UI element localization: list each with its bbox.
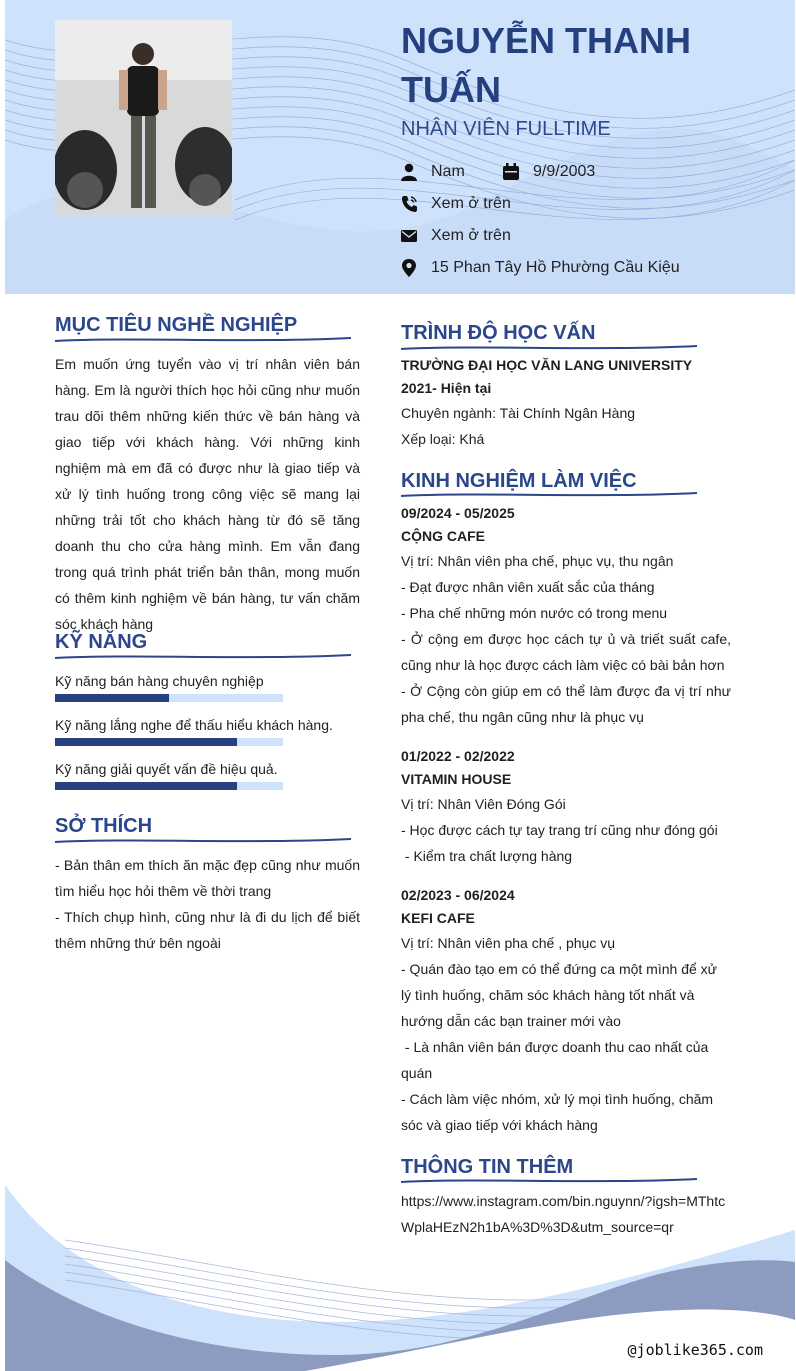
phone-value: Xem ở trên: [431, 195, 511, 212]
gender-row: [401, 161, 465, 183]
skill-bar: [55, 694, 283, 702]
birthday-value: 9/9/2003: [533, 163, 596, 180]
watermark: @joblike365.com: [627, 1341, 763, 1359]
experience-job: [401, 745, 731, 869]
skill-level-fill: [55, 738, 237, 746]
envelope-icon: [401, 227, 417, 245]
header: [5, 0, 795, 294]
education-grade: Xếp loại: Khá: [401, 431, 485, 447]
address-row: [401, 257, 680, 279]
job-title: NHÂN VIÊN FULLTIME: [401, 118, 611, 140]
skill-label: Kỹ năng giải quyết vấn đề hiệu quả.: [55, 761, 278, 777]
job-line: - Học được cách tự tay trang trí cũng như đóng gói: [401, 822, 718, 838]
job-line: - Đạt được nhân viên xuất sắc của tháng: [401, 579, 655, 595]
location-pin-icon: [401, 259, 417, 277]
job-line: - Là nhân viên bán được doanh thu cao nhất của quán: [401, 1039, 713, 1081]
extra-info-title: THÔNG TIN THÊM: [401, 1156, 574, 1178]
experience-job: [401, 884, 721, 1138]
job-line: - Kiểm tra chất lượng hàng: [401, 848, 573, 864]
profile-photo: [55, 20, 232, 216]
person-icon: [401, 163, 417, 181]
job-line: Vị trí: Nhân viên pha chế, phục vụ, thu ngân: [401, 553, 674, 569]
job-line: - Quán đào tạo em có thể đứng ca một mình để xử lý tình huống, chăm sóc khách hàng tốt nhất và hướng dẫn các bạn trainer mới vào: [401, 961, 718, 1029]
job-line: - Ở cộng em được học cách tự ủ và triết suất cafe, cũng như là học được cách làm việc có bài bản hơn: [401, 631, 731, 673]
job-line: - Ở Cộng còn giúp em có thể làm được đa vị trí như pha chế, thu ngân cũng như là phục vụ: [401, 683, 731, 725]
phone-row: [401, 193, 511, 215]
skill-bar: [55, 738, 283, 746]
skill-label: Kỹ năng lắng nghe để thấu hiểu khách hàng.: [55, 717, 333, 733]
education-underline: [401, 344, 697, 352]
education-title: TRÌNH ĐỘ HỌC VẤN: [401, 322, 596, 344]
calendar-icon: [503, 163, 519, 181]
objective-underline: [55, 336, 351, 344]
school-name: TRƯỜNG ĐẠI HỌC VĂN LANG UNIVERSITY: [401, 357, 693, 373]
hobbies-title: SỞ THÍCH: [55, 815, 153, 837]
job-company: VITAMIN HOUSE: [401, 771, 512, 787]
hobbies-list: [55, 852, 360, 956]
profile-photo-image: [55, 20, 232, 216]
candidate-name: NGUYỄN THANH TUẤN: [401, 20, 692, 110]
skill-bar: [55, 782, 283, 790]
objective-title: MỤC TIÊU NGHỀ NGHIỆP: [55, 314, 298, 336]
birthday-row: [503, 161, 595, 183]
objective-text: Em muốn ứng tuyển vào vị trí nhân viên bán hàng. Em là người thích học hỏi cũng như muốn trau dõi thêm những kiến thức về bán hàng và giao tiếp với khách hàng. Với những kinh nghiệm mà em đã có được như là giao tiếp và xử lý tình huống trong công việc sẽ mang lại những trải tốt cho khách hàng từ đó sẽ tăng doanh thu cho cửa hàng mình. Em vẫn đang trong quá trình phát triển bản thân, mong muốn có thêm kinh nghiệm về bán hàng, tư vấn chăm sóc khách hàng: [55, 356, 360, 632]
hobbies-underline: [55, 837, 351, 845]
skills-title: KỸ NĂNG: [55, 631, 148, 653]
cv-page: [5, 0, 795, 1371]
skills-underline: [55, 653, 351, 661]
job-company: KEFI CAFE: [401, 910, 475, 926]
hobby-item: - Bản thân em thích ăn mặc đẹp cũng như muốn tìm hiểu học hỏi thêm về thời trang: [55, 857, 360, 899]
phone-icon: [401, 195, 417, 213]
email-row: [401, 225, 511, 247]
extra-info-underline: [401, 1177, 697, 1185]
job-period: 02/2023 - 06/2024: [401, 887, 515, 903]
job-period: 01/2022 - 02/2022: [401, 748, 515, 764]
experience-title: KINH NGHIỆM LÀM VIỆC: [401, 470, 637, 492]
education-period: 2021- Hiện tại: [401, 380, 492, 396]
job-company: CỘNG CAFE: [401, 528, 485, 544]
experience-underline: [401, 491, 697, 499]
job-line: Vị trí: Nhân Viên Đóng Gói: [401, 796, 566, 812]
experience-job: [401, 502, 731, 730]
job-line: Vị trí: Nhân viên pha chế , phục vụ: [401, 935, 616, 951]
address-value: 15 Phan Tây Hồ Phường Cầu Kiệu: [431, 259, 680, 276]
skill-level-fill: [55, 694, 169, 702]
hobby-item: - Thích chụp hình, cũng như là đi du lịch để biết thêm những thứ bên ngoài: [55, 909, 360, 951]
job-line: - Pha chế những món nước có trong menu: [401, 605, 668, 621]
job-line: - Cách làm việc nhóm, xử lý mọi tình huống, chăm sóc và giao tiếp với khách hàng: [401, 1091, 714, 1133]
job-period: 09/2024 - 05/2025: [401, 505, 515, 521]
instagram-link[interactable]: https://www.instagram.com/bin.nguynn/?igsh=MThtcWplaHEzN2h1bA%3D%3D&utm_source=qr: [401, 1193, 726, 1235]
education-major: Chuyên ngành: Tài Chính Ngân Hàng: [401, 405, 636, 421]
skill-level-fill: [55, 782, 237, 790]
gender-value: Nam: [431, 163, 465, 180]
email-value: Xem ở trên: [431, 227, 511, 244]
education-block: [401, 354, 731, 452]
skill-label: Kỹ năng bán hàng chuyên nghiệp: [55, 673, 264, 689]
